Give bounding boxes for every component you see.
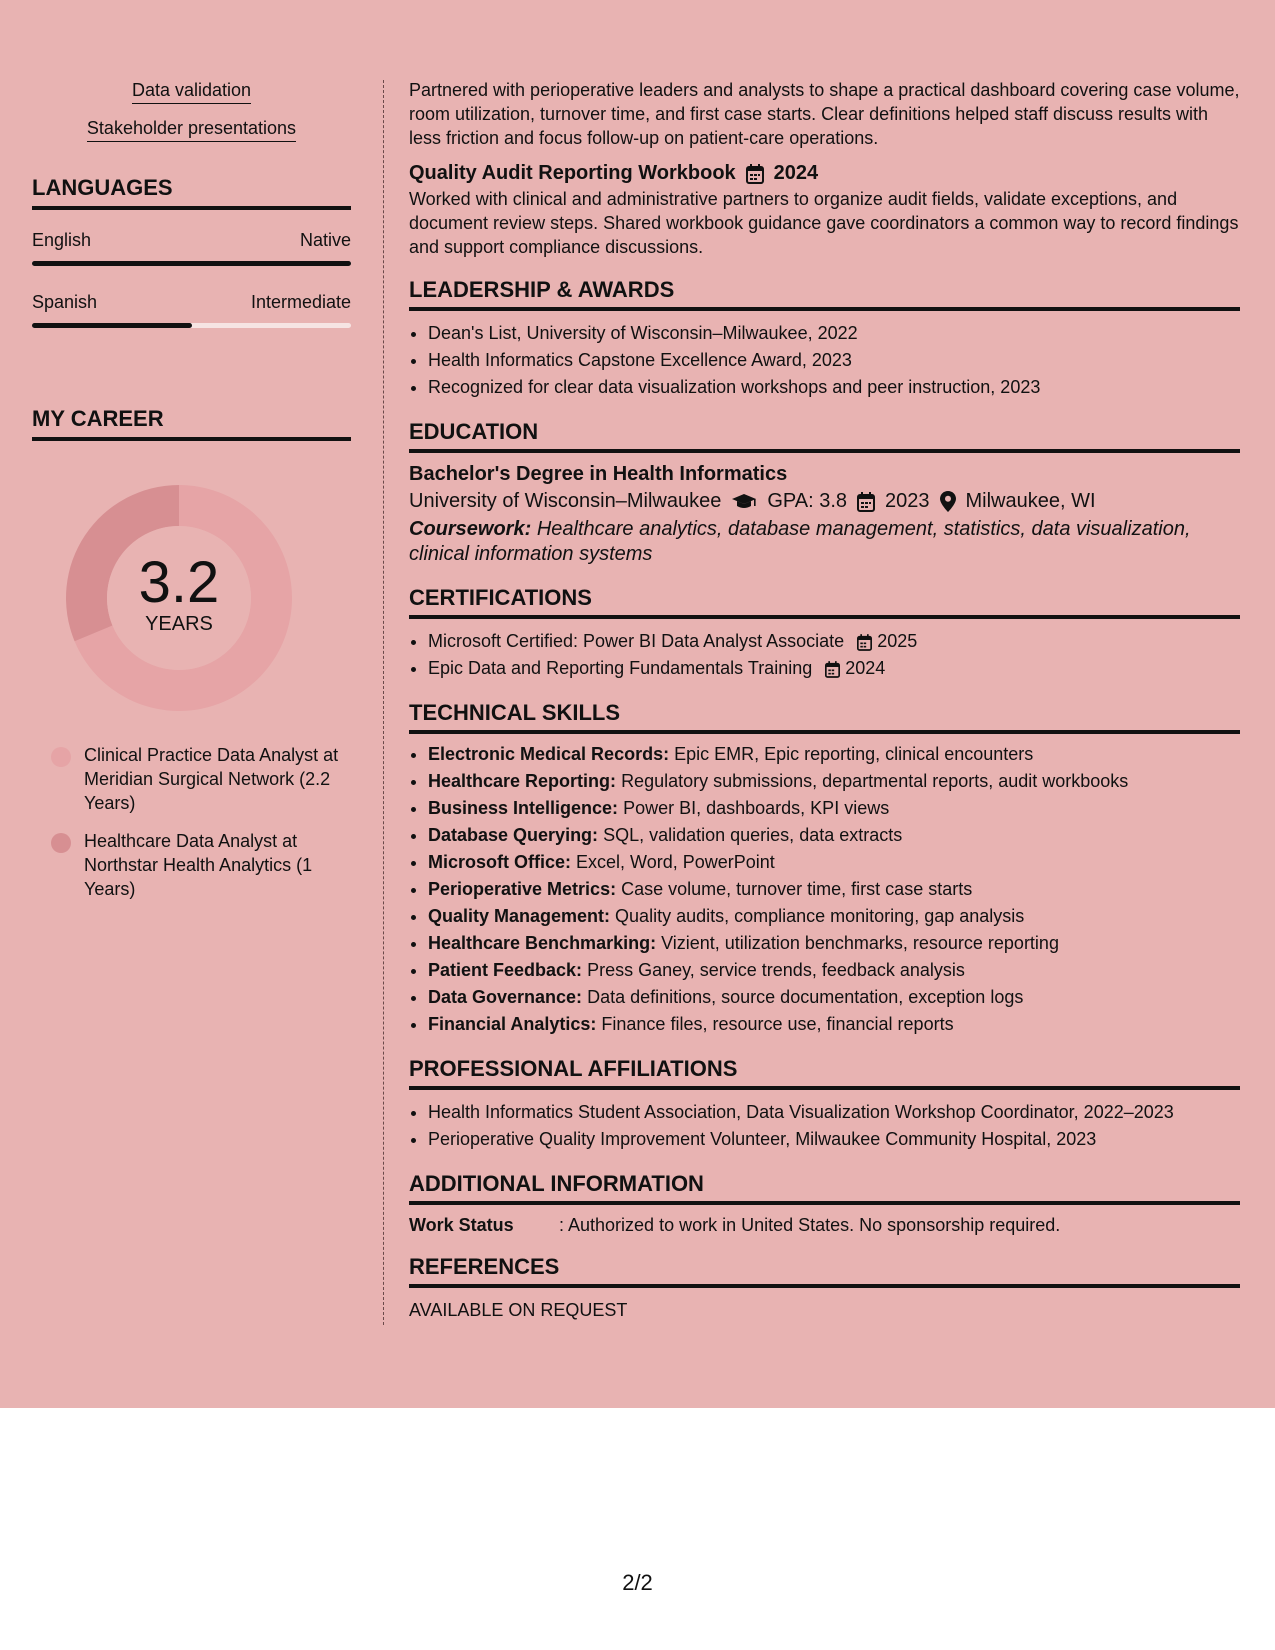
list-item: • Perioperative Quality Improvement Volunteer, Milwaukee Community Hospital, 2023 [428,1126,1240,1153]
skill-item[interactable] [32,118,351,139]
skill-values: Finance files, resource use, financial reports [601,1014,954,1034]
skill-values: Data definitions, source documentation, exception logs [587,987,1024,1007]
legend-label: Clinical Practice Data Analyst at Meridian Surgical Network (2.2 Years) [84,745,339,813]
list-item [428,984,1240,1011]
project-description: Worked with clinical and administrative partners to organize audit fields, validate exceptions, and document review steps. Shared workbook guidance gave coordinators a common way to record findings and support compliance discussions. [409,189,1239,257]
references-heading: REFERENCES [409,1254,1240,1288]
skill-category: Microsoft Office: [428,852,572,872]
calendar-icon [857,634,872,651]
career-legend-item [51,829,344,901]
language-name: Spanish [32,292,98,312]
affiliations-heading: PROFESSIONAL AFFILIATIONS [409,1056,1240,1090]
skills-list [32,80,351,139]
list-item [428,795,1240,822]
career-unit: YEARS [145,613,213,635]
languages-heading: LANGUAGES [32,175,351,210]
references-text: AVAILABLE ON REQUEST [409,1300,628,1320]
skill-values: Power BI, dashboards, KPI views [623,798,890,818]
certification-year: 2025 [877,631,918,651]
project-title: Quality Audit Reporting Workbook [409,162,736,184]
additional-info-heading: ADDITIONAL INFORMATION [409,1171,1240,1205]
career-legend [32,743,351,901]
language-bar-fill [32,323,192,328]
list-item [428,741,1240,768]
degree-title: Bachelor's Degree in Health Informatics [409,463,788,485]
career-heading: MY CAREER [32,406,351,441]
work-status-label: Work Status [409,1215,514,1235]
list-item: • Health Informatics Student Association, Data Visualization Workshop Coordinator, 2022–2023 [428,1099,1240,1126]
skill-category: Database Querying: [428,825,599,845]
list-item [428,930,1240,957]
work-status-row [409,1215,1240,1236]
column-divider [383,80,384,1325]
legend-dot [51,747,71,767]
location-pin-icon [940,491,956,512]
language-bar [32,261,351,266]
education-location: Milwaukee, WI [965,490,1096,512]
certification-name: Epic Data and Reporting Fundamentals Training [428,658,813,678]
calendar-icon [825,661,840,678]
legend-dot [51,833,71,853]
skill-category: Perioperative Metrics: [428,879,617,899]
list-item [428,1011,1240,1038]
school-name: University of Wisconsin–Milwaukee [409,490,722,512]
skill-values: Quality audits, compliance monitoring, gap analysis [615,906,1025,926]
career-total: 3.2 [138,550,220,615]
language-bar [32,323,351,328]
list-item: • Health Informatics Capstone Excellence Award, 2023 [428,347,1240,374]
skill-category: Business Intelligence: [428,798,619,818]
certification-year: 2024 [845,658,886,678]
skill-label: Data validation [132,80,251,104]
language-bar-fill [32,261,351,266]
page-number: 2/2 [622,1570,653,1595]
coursework-label: Coursework: [409,518,532,540]
intro-paragraph: Partnered with perioperative leaders and analysts to shape a practical dashboard covering case volume, room utilization, turnover time, and first case starts. Clear definitions helped staff discuss results with less friction and focus follow-up on patient-care operations. [409,80,1240,148]
coursework [409,517,1240,567]
graduation-cap-icon [731,493,757,511]
skill-category: Healthcare Benchmarking: [428,933,657,953]
additional-info-section [409,1171,1240,1236]
skill-category: Quality Management: [428,906,611,926]
skill-values: Press Ganey, service trends, feedback analysis [587,960,965,980]
calendar-icon [746,164,764,184]
list-item [428,768,1240,795]
list-item [428,849,1240,876]
calendar-icon [857,492,875,512]
list-item [428,957,1240,984]
skill-values: SQL, validation queries, data extracts [603,825,903,845]
technical-skills-section [409,700,1240,1038]
skill-category: Data Governance: [428,987,583,1007]
references-section [409,1254,1240,1321]
work-status-value: : Authorized to work in United States. No sponsorship required. [559,1215,1061,1235]
language-item [32,230,351,266]
project-title-row [409,162,1240,185]
skill-values: Case volume, turnover time, first case starts [621,879,973,899]
project-year: 2024 [773,162,819,184]
certification-name: Microsoft Certified: Power BI Data Analyst Associate [428,631,845,651]
list-item [428,628,1240,655]
list-item [428,903,1240,930]
skill-values: Epic EMR, Epic reporting, clinical encounters [674,744,1034,764]
language-item [32,292,351,328]
coursework-text: Healthcare analytics, database management, statistics, data visualization, clinical information systems [409,518,1191,565]
leadership-heading: LEADERSHIP & AWARDS [409,277,1240,311]
language-level: Native [299,230,351,250]
list-item [428,655,1240,682]
skill-category: Financial Analytics: [428,1014,597,1034]
certifications-heading: CERTIFICATIONS [409,585,1240,619]
legend-label: Healthcare Data Analyst at Northstar Health Analytics (1 Years) [84,831,313,899]
skill-category: Electronic Medical Records: [428,744,670,764]
graduation-year: 2023 [885,490,930,512]
technical-skills-heading: TECHNICAL SKILLS [409,700,1240,734]
career-donut-chart [66,485,292,711]
education-heading: EDUCATION [409,419,1240,453]
skill-values: Excel, Word, PowerPoint [576,852,775,872]
skill-values: Vizient, utilization benchmarks, resource reporting [661,933,1059,953]
gpa: GPA: 3.8 [767,490,847,512]
skill-item[interactable] [32,80,351,101]
certifications-section [409,585,1240,682]
skill-values: Regulatory submissions, departmental reports, audit workbooks [621,771,1129,791]
career-legend-item [51,743,344,815]
language-level: Intermediate [250,292,351,312]
education-section [409,419,1240,567]
list-item [428,876,1240,903]
education-meta [409,490,1240,513]
language-name: English [32,230,92,250]
list-item: • Recognized for clear data visualization workshops and peer instruction, 2023 [428,374,1240,401]
skill-category: Healthcare Reporting: [428,771,617,791]
leadership-section [409,277,1240,401]
main-content [409,78,1240,1321]
affiliations-section [409,1056,1240,1153]
list-item [428,822,1240,849]
sidebar [32,80,351,901]
skill-category: Patient Feedback: [428,960,583,980]
list-item: • Dean's List, University of Wisconsin–Milwaukee, 2022 [428,320,1240,347]
skill-label: Stakeholder presentations [87,118,296,142]
